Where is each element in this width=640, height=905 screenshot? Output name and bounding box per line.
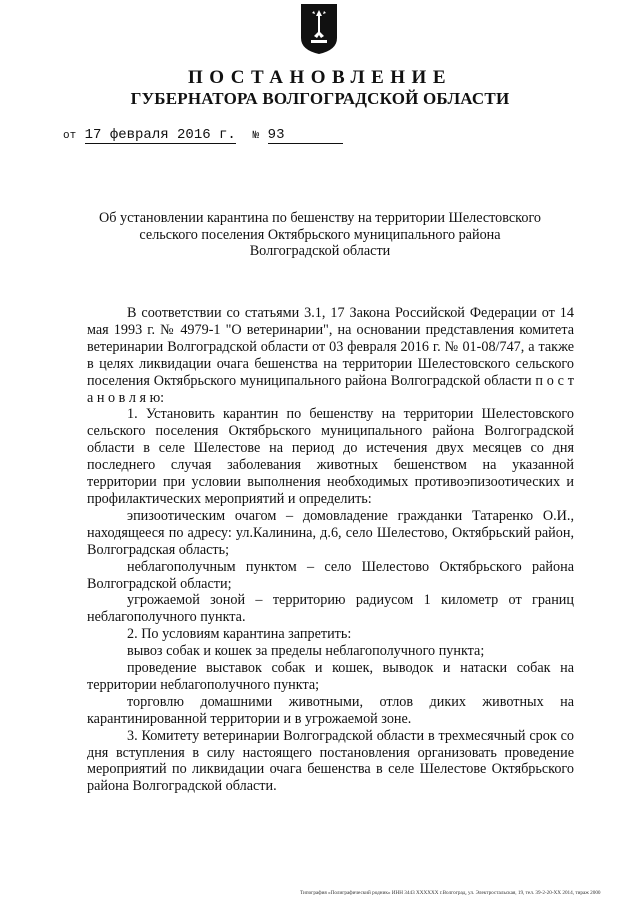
subject-line: Об установлении карантина по бешенству на территории Шелестовского xyxy=(98,210,541,226)
body-paragraph: торговлю домашними животными, отлов диких животных на карантинированной территории и в угрожаемой зоне. xyxy=(87,693,574,727)
body-paragraph: вывоз собак и кошек за пределы неблагополучного пункта; xyxy=(127,643,485,660)
body-paragraph: В соответствии со статьями 3.1, 17 Закона Российской Федерации от 14 мая 1993 г. № 4979-1 "О ветеринарии", на основании представления комитета ветеринарии Волгоградской области от 03 февраля 2016 г. № 01-08/747, а также в целях ликвидации очага бешенства на территории Шелестовского сельского поселения Октябрьского муниципального района Волгоградской области п о с т а н о в л я ю: xyxy=(87,305,574,406)
body-paragraph: угрожаемой зоной – территорию радиусом 1 километр от границ неблагополучного пункта. xyxy=(87,592,574,626)
document-subject xyxy=(80,210,560,260)
coat-of-arms-icon xyxy=(299,2,339,56)
document-title: ПОСТАНОВЛЕНИЕ xyxy=(187,67,453,88)
subject-line: сельского поселения Октябрьского муниципального района xyxy=(139,226,501,243)
document-date: 17 февраля 2016 г. xyxy=(84,127,236,143)
number-label: № xyxy=(252,130,260,142)
body-paragraph: неблагополучным пунктом – село Шелестово Октябрьского района Волгоградской области; xyxy=(87,558,574,592)
subject-line: Волгоградской области xyxy=(249,243,391,259)
document-number: 93 xyxy=(267,127,285,143)
body-paragraph: проведение выставок собак и кошек, выводок и натаски собак на территории неблагополучного пункта; xyxy=(87,660,574,693)
document-body xyxy=(87,305,574,795)
date-prefix: от xyxy=(63,130,77,142)
body-paragraph: 3. Комитету ветеринарии Волгоградской области в трехмесячный срок со дня вступления в силу настоящего постановления организовать проведение мероприятий по ликвидации очага бешенства в селе Шелестове Октябрьского района Волгоградской области. xyxy=(87,727,574,795)
date-number-line xyxy=(63,127,343,143)
document-subtitle: ГУБЕРНАТОРА ВОЛГОГРАДСКОЙ ОБЛАСТИ xyxy=(130,89,510,108)
body-paragraph: 1. Установить карантин по бешенству на территории Шелестовского сельского поселения Октябрьского муниципального района Волгоградской области в селе Шелестове на период до истечения двух месяцев со дня последнего случая заболевания животных бешенством на указанной территории при условии выполнения необходимых противоэпизоотических и профилактических мероприятий и определить: xyxy=(87,406,574,507)
body-paragraph: эпизоотическим очагом – домовладение гражданки Татаренко О.И., находящееся по адресу: ул.Калинина, д.6, село Шелестово, Октябрьский район, Волгоградская область; xyxy=(87,507,574,558)
printer-imprint: Типография «Полиграфический родник» ИНН 3443 XXXXXX г.Волгоград, ул. Электростальская, 19, тел. 39-2-20-XX 2014, тираж 2000 xyxy=(300,890,601,896)
body-paragraph: 2. По условиям карантина запретить: xyxy=(127,626,352,643)
